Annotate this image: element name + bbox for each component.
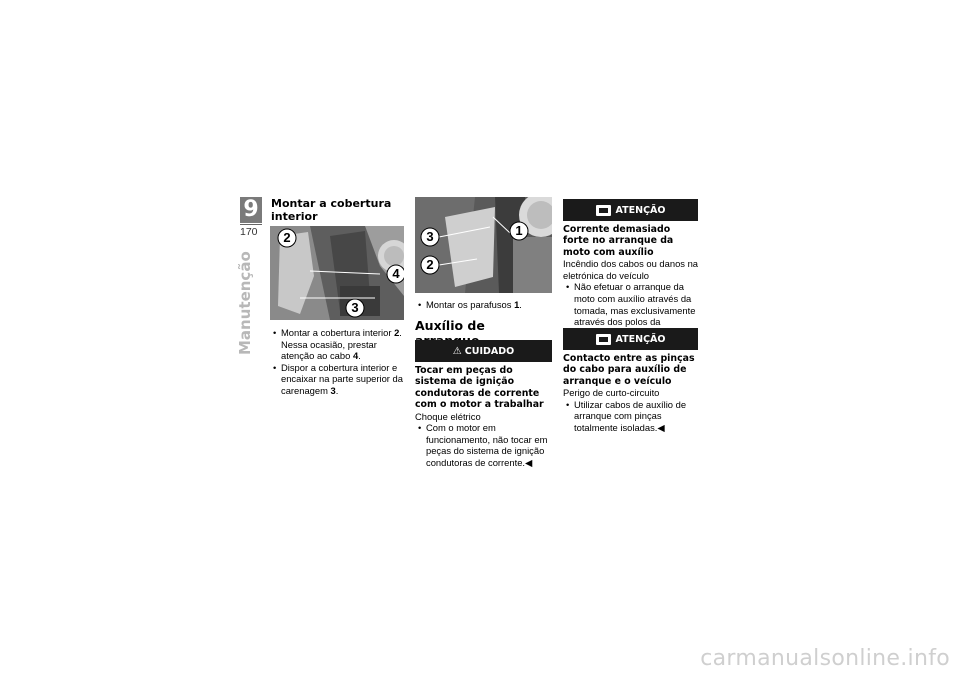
- chapter-title: Manutenção: [236, 251, 254, 355]
- attention-body-2: [563, 353, 698, 434]
- chapter-rule: [240, 224, 262, 225]
- photo-label-1: 1: [515, 223, 523, 238]
- attention-title: Corrente demasiado forte no arranque da moto com auxílio: [563, 224, 674, 258]
- attention-label: ATENÇÃO: [615, 204, 666, 216]
- watermark: carmanualsonline.info: [700, 646, 950, 671]
- list-item: • Utilizar cabos de auxílio de arranque com pinças totalmente isoladas.◀: [566, 398, 687, 433]
- photo-label-4: 4: [392, 266, 400, 281]
- attention-icon: [596, 334, 611, 345]
- photo-mount-cover: [270, 226, 404, 320]
- attention-body-1: [563, 224, 698, 339]
- col2-step: [415, 299, 552, 311]
- photo-mount-screws: [415, 197, 552, 293]
- photo-label-2: 2: [426, 257, 434, 272]
- warning-triangle-icon: ⚠: [452, 345, 462, 357]
- chapter-number: 9: [240, 197, 262, 223]
- col1-instructions: [270, 327, 404, 397]
- attention-label: ATENÇÃO: [615, 333, 666, 345]
- caution-label: CUIDADO: [464, 345, 515, 357]
- photo-label-2: 2: [283, 230, 291, 245]
- attention-subtitle: Incêndio dos cabos ou danos na eletrónica do veículo: [563, 258, 698, 281]
- section-heading-jump-start: Auxílio de: [415, 318, 485, 333]
- photo-mount-screws-drawing: [415, 197, 552, 293]
- list-item: • Com o motor em funcionamento, não tocar em peças do sistema de ignição condutoras de corrente.◀: [418, 422, 548, 468]
- caution-banner: [415, 340, 552, 362]
- caution-subtitle: Choque elétrico: [415, 410, 481, 422]
- photo-label-3: 3: [426, 229, 434, 244]
- list-item: • Montar os parafusos 1.: [418, 299, 522, 310]
- section-heading-mount-cover: Montar a cobertura interior: [271, 197, 392, 223]
- list-item: • Montar a cobertura interior 2. Nessa ocasião, prestar atenção ao cabo 4.: [273, 327, 402, 362]
- page-number: 170: [240, 226, 258, 238]
- attention-banner-2: [563, 328, 698, 350]
- list-item: • Não efetuar o arranque da moto com auxílio através da tomada, mas exclusivamente através dos polos da: [566, 281, 696, 328]
- attention-title: Contacto entre as pinças do cabo para auxílio de arranque e o veículo: [563, 353, 695, 387]
- attention-icon: [596, 205, 611, 216]
- caution-body: [415, 365, 552, 469]
- attention-subtitle: Perigo de curto-circuito: [563, 387, 660, 399]
- caution-title: Tocar em peças do sistema de ignição condutoras de corrente com o motor a trabalhar: [415, 365, 544, 411]
- attention-banner-1: [563, 199, 698, 221]
- photo-label-3: 3: [351, 300, 359, 315]
- list-item: • Dispor a cobertura interior e encaixar na parte superior da carenagem 3.: [273, 361, 403, 396]
